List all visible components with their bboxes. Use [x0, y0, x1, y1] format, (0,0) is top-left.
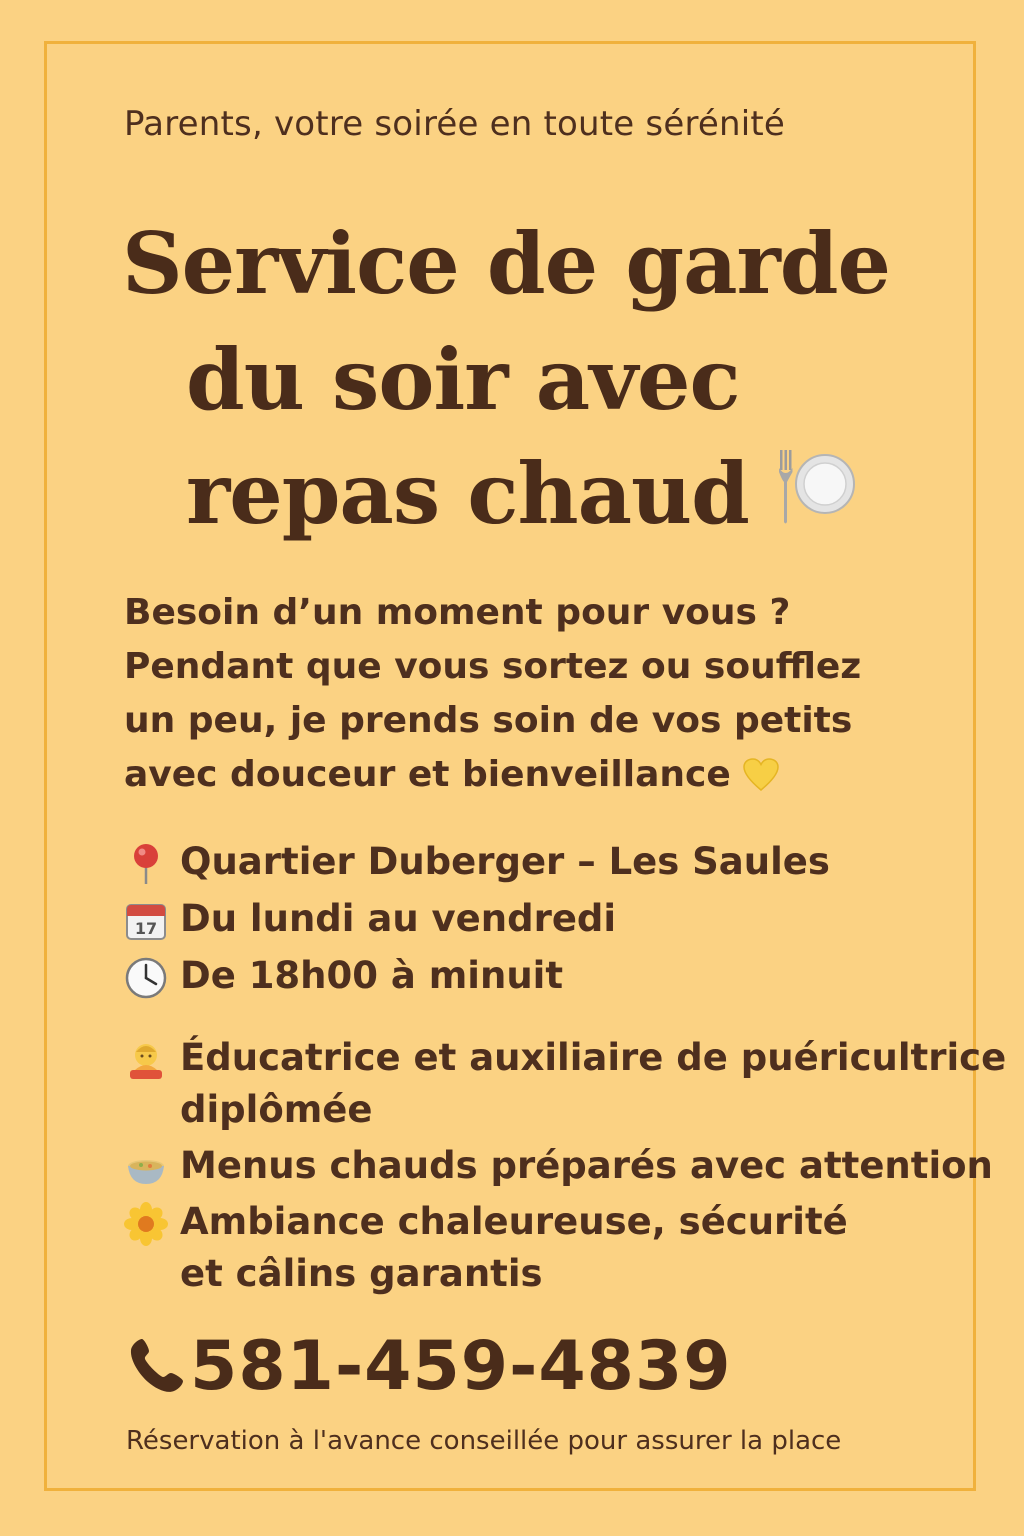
intro-line-3: un peu, je prends soin de vos petits: [124, 700, 853, 741]
calendar-icon: [124, 899, 168, 943]
feature-ambiance-text: [180, 1196, 848, 1300]
feature-educator-text: [180, 1032, 1006, 1136]
fork-and-plate-icon: [770, 444, 856, 530]
intro-paragraph: [124, 586, 861, 802]
feature-meals-text: Menus chauds préparés avec attention: [180, 1144, 993, 1187]
feature-ambiance-line-2: et câlins garantis: [180, 1252, 543, 1295]
title-line-3: repas chaud: [186, 444, 749, 543]
detail-hours-text: De 18h00 à minuit: [180, 954, 564, 997]
yellow-heart-icon: [743, 758, 779, 792]
flower-icon: [124, 1202, 168, 1246]
detail-location-text: Quartier Duberger – Les Saules: [180, 840, 830, 883]
educator-icon: [124, 1038, 168, 1082]
feature-educator-line-1: Éducatrice et auxiliaire de puéricultrice: [180, 1036, 1007, 1079]
soup-bowl-icon: [124, 1146, 168, 1190]
detail-days-text: Du lundi au vendredi: [180, 897, 617, 940]
feature-educator-line-2: diplômée: [180, 1088, 373, 1131]
intro-line-4: [124, 748, 861, 802]
title-line-2: du soir avec: [186, 330, 740, 429]
poster-subtitle: Parents, votre soirée en toute sérénité: [124, 104, 786, 144]
intro-line-2: Pendant que vous sortez ou soufflez: [124, 646, 862, 687]
intro-line-4-text: avec douceur et bienveillance: [124, 754, 731, 795]
intro-line-1: Besoin d’un moment pour vous ?: [124, 592, 791, 633]
phone-number[interactable]: 581-459-4839: [190, 1327, 732, 1406]
feature-ambiance-line-1: Ambiance chaleureuse, sécurité: [180, 1200, 848, 1243]
title-line-1: Service de garde: [122, 214, 890, 313]
pushpin-icon: [124, 842, 168, 886]
clock-icon: [124, 956, 168, 1000]
telephone-icon: [126, 1335, 186, 1395]
svg-text:17: 17: [134, 919, 158, 938]
reservation-note: Réservation à l'avance conseillée pour assurer la place: [126, 1426, 842, 1456]
